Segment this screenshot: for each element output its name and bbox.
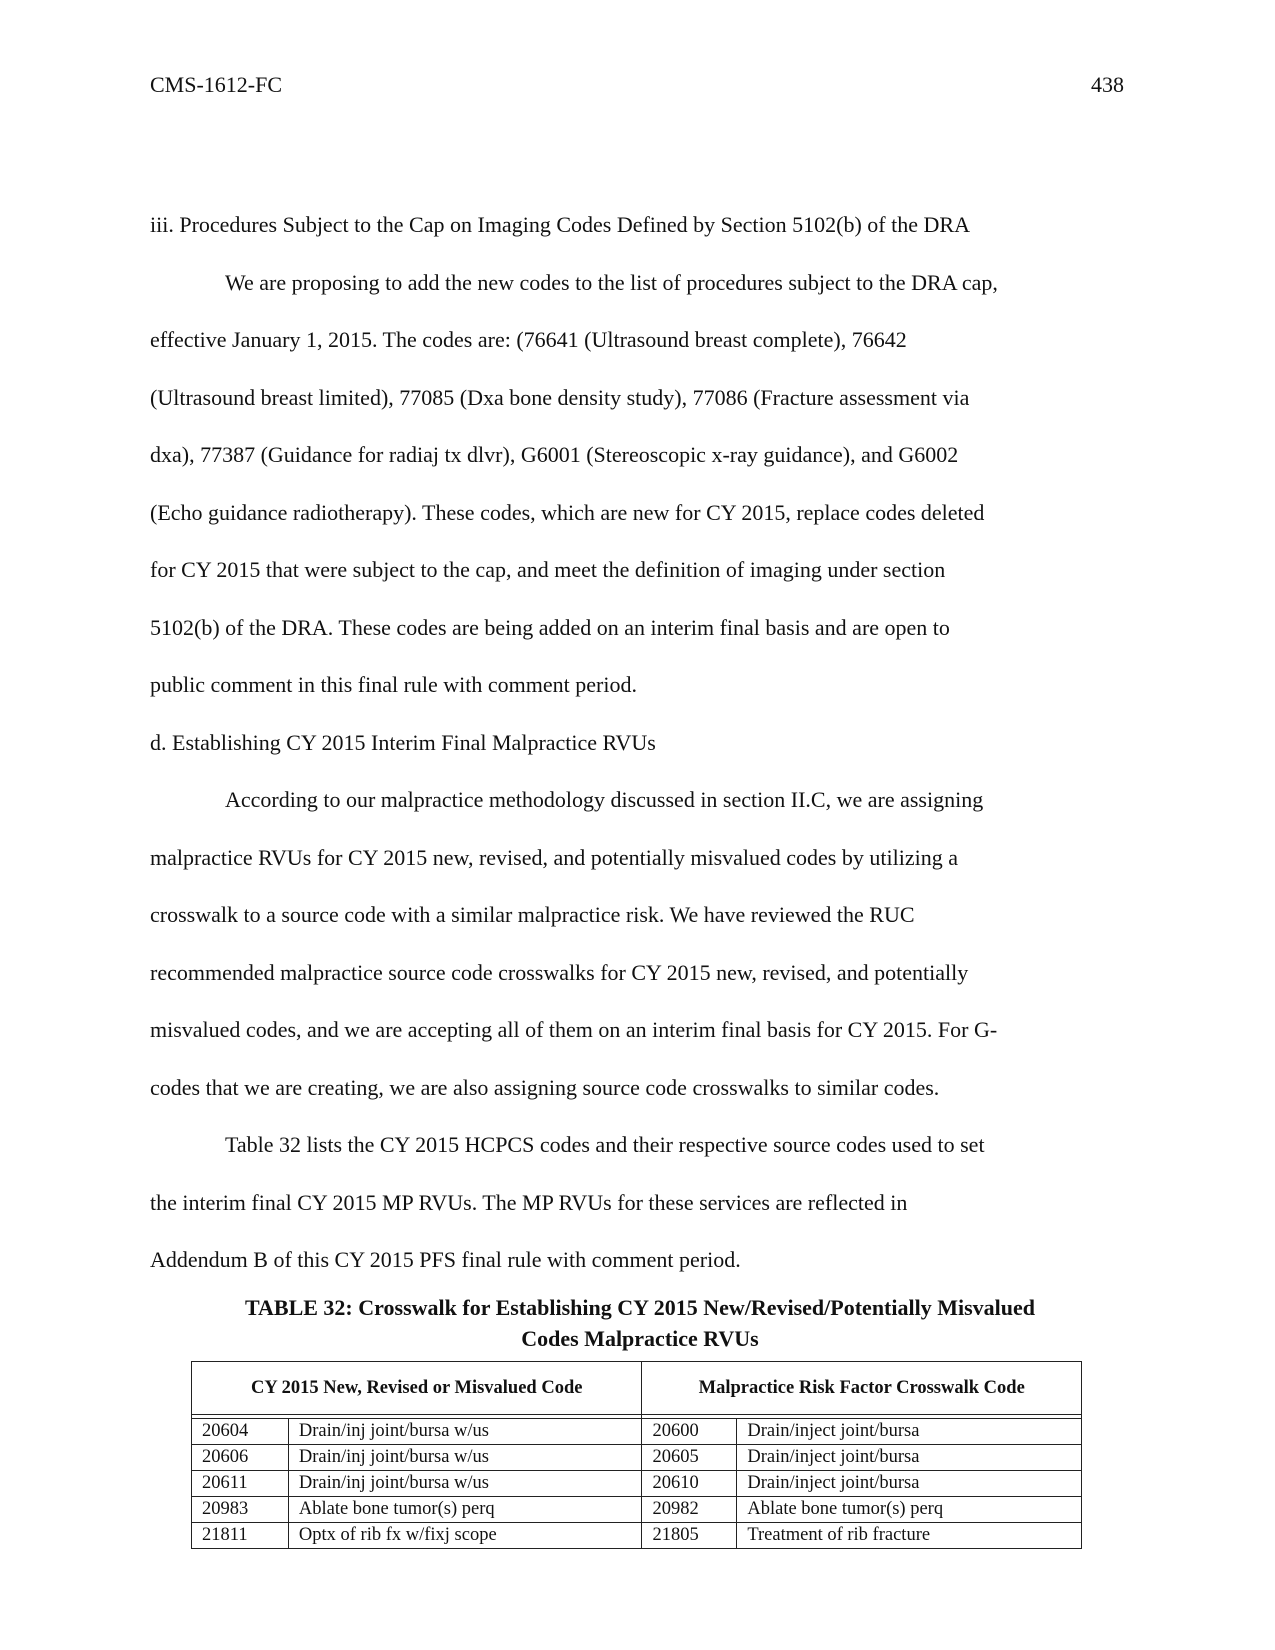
paragraph-line: Table 32 lists the CY 2015 HCPCS codes and their respective source codes used to set bbox=[225, 1132, 985, 1157]
table-row bbox=[192, 1497, 1082, 1523]
paragraph-line: codes that we are creating, we are also assigning source code crosswalks to similar codes. bbox=[150, 1074, 940, 1100]
section-d-heading: d. Establishing CY 2015 Interim Final Malpractice RVUs bbox=[150, 729, 656, 755]
paragraph-line: (Echo guidance radiotherapy). These codes, which are new for CY 2015, replace codes deleted bbox=[150, 499, 985, 525]
table-title bbox=[150, 1292, 1130, 1354]
table-title-line-2: Codes Malpractice RVUs bbox=[521, 1326, 759, 1351]
page-header bbox=[150, 72, 1124, 102]
paragraph-line: misvalued codes, and we are accepting all of them on an interim final basis for CY 2015. For G- bbox=[150, 1017, 998, 1042]
table-row bbox=[192, 1445, 1082, 1471]
paragraph-line: According to our malpractice methodology discussed in section II.C, we are assigning bbox=[225, 787, 984, 812]
crosswalk-code: 20610 bbox=[642, 1471, 737, 1497]
crosswalk-table bbox=[191, 1361, 1082, 1549]
table-row bbox=[192, 1419, 1082, 1445]
code-descriptor: Optx of rib fx w/fixj scope bbox=[288, 1523, 642, 1549]
section-iii-heading: iii. Procedures Subject to the Cap on Imaging Codes Defined by Section 5102(b) of the DRA bbox=[150, 212, 970, 237]
section-d-paragraph-1 bbox=[150, 771, 1130, 1116]
page-number: 438 bbox=[1091, 72, 1124, 97]
column-header-new-code: CY 2015 New, Revised or Misvalued Code bbox=[192, 1362, 642, 1415]
crosswalk-descriptor: Drain/inject joint/bursa bbox=[737, 1471, 1082, 1497]
paragraph-line: the interim final CY 2015 MP RVUs. The MP RVUs for these services are reflected in bbox=[150, 1189, 908, 1215]
paragraph-line: Addendum B of this CY 2015 PFS final rule with comment period. bbox=[150, 1247, 741, 1272]
table-header-row bbox=[192, 1362, 1082, 1415]
hcpcs-code: 21811 bbox=[192, 1523, 289, 1549]
body-text bbox=[150, 196, 1130, 1289]
paragraph-line: malpractice RVUs for CY 2015 new, revised, and potentially misvalued codes by utilizing a bbox=[150, 844, 958, 870]
hcpcs-code: 20611 bbox=[192, 1471, 289, 1497]
table-row bbox=[192, 1523, 1082, 1549]
crosswalk-descriptor: Drain/inject joint/bursa bbox=[737, 1419, 1082, 1445]
table-row bbox=[192, 1471, 1082, 1497]
document-id: CMS-1612-FC bbox=[150, 72, 283, 97]
table-title-line-1: TABLE 32: Crosswalk for Establishing CY 2015 New/Revised/Potentially Misvalued bbox=[244, 1295, 1035, 1320]
paragraph-line: We are proposing to add the new codes to the list of procedures subject to the DRA cap, bbox=[225, 269, 998, 295]
crosswalk-code: 21805 bbox=[642, 1523, 737, 1549]
code-descriptor: Drain/inj joint/bursa w/us bbox=[288, 1471, 642, 1497]
crosswalk-descriptor: Ablate bone tumor(s) perq bbox=[737, 1497, 1082, 1523]
hcpcs-code: 20604 bbox=[192, 1419, 289, 1445]
paragraph-line: public comment in this final rule with comment period. bbox=[150, 672, 637, 697]
hcpcs-code: 20606 bbox=[192, 1445, 289, 1471]
paragraph-line: effective January 1, 2015. The codes are: (76641 (Ultrasound breast complete), 76642 bbox=[150, 327, 907, 352]
paragraph-line: recommended malpractice source code crosswalks for CY 2015 new, revised, and potentially bbox=[150, 959, 969, 985]
section-d-paragraph-2 bbox=[150, 1116, 1130, 1289]
section-iii-paragraph bbox=[150, 254, 1130, 714]
crosswalk-descriptor: Drain/inject joint/bursa bbox=[737, 1445, 1082, 1471]
paragraph-line: dxa), 77387 (Guidance for radiaj tx dlvr), G6001 (Stereoscopic x-ray guidance), and G6002 bbox=[150, 442, 959, 467]
paragraph-line: for CY 2015 that were subject to the cap, and meet the definition of imaging under section bbox=[150, 557, 946, 582]
paragraph-line: (Ultrasound breast limited), 77085 (Dxa bone density study), 77086 (Fracture assessment via bbox=[150, 384, 970, 410]
code-descriptor: Ablate bone tumor(s) perq bbox=[288, 1497, 642, 1523]
code-descriptor: Drain/inj joint/bursa w/us bbox=[288, 1445, 642, 1471]
crosswalk-code: 20600 bbox=[642, 1419, 737, 1445]
column-header-crosswalk-code: Malpractice Risk Factor Crosswalk Code bbox=[642, 1362, 1082, 1415]
paragraph-line: 5102(b) of the DRA. These codes are being added on an interim final basis and are open to bbox=[150, 614, 950, 640]
crosswalk-descriptor: Treatment of rib fracture bbox=[737, 1523, 1082, 1549]
paragraph-line: crosswalk to a source code with a similar malpractice risk. We have reviewed the RUC bbox=[150, 902, 915, 927]
code-descriptor: Drain/inj joint/bursa w/us bbox=[288, 1419, 642, 1445]
crosswalk-code: 20982 bbox=[642, 1497, 737, 1523]
crosswalk-code: 20605 bbox=[642, 1445, 737, 1471]
hcpcs-code: 20983 bbox=[192, 1497, 289, 1523]
